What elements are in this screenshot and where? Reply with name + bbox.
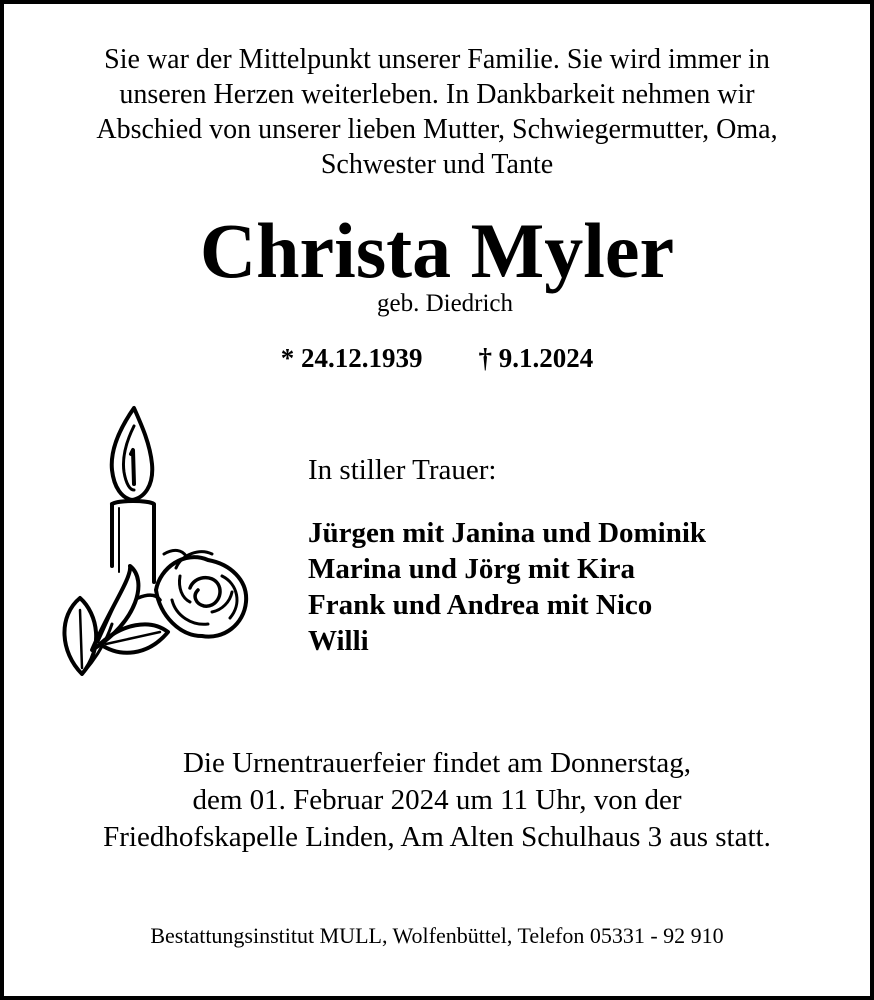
service-line: dem 01. Februar 2024 um 11 Uhr, von der	[192, 784, 682, 816]
intro-line: Schwester und Tante	[320, 149, 554, 180]
intro-line: Sie war der Mittelpunkt unserer Familie. Sie wird immer in	[104, 44, 770, 75]
life-dates	[4, 340, 870, 376]
mourning-heading: In stiller Trauer:	[308, 454, 497, 486]
list-item: Frank und Andrea mit Nico	[308, 589, 653, 621]
intro-line: unseren Herzen weiterleben. In Dankbarkeit nehmen wir	[119, 79, 755, 110]
list-item: Willi	[308, 625, 369, 657]
service-announcement	[4, 745, 870, 856]
candle-rose-icon	[52, 404, 252, 676]
service-line: Friedhofskapelle Linden, Am Alten Schulhaus 3 aus statt.	[103, 821, 771, 853]
deceased-name: Christa Myler	[199, 207, 675, 294]
death-date: † 9.1.2024	[478, 343, 594, 373]
service-line: Die Urnentrauerfeier findet am Donnerstag,	[182, 747, 692, 779]
birth-date: * 24.12.1939	[280, 343, 423, 373]
list-item: Jürgen mit Janina und Dominik	[308, 517, 707, 549]
mourners-list	[308, 515, 706, 659]
intro-text	[24, 42, 850, 182]
intro-line: Abschied von unserer lieben Mutter, Schwiegermutter, Oma,	[96, 114, 778, 145]
list-item: Marina und Jörg mit Kira	[308, 553, 636, 585]
funeral-home-contact: Bestattungsinstitut MULL, Wolfenbüttel, Telefon 05331 - 92 910	[150, 923, 724, 948]
maiden-name: geb. Diedrich	[376, 290, 514, 317]
